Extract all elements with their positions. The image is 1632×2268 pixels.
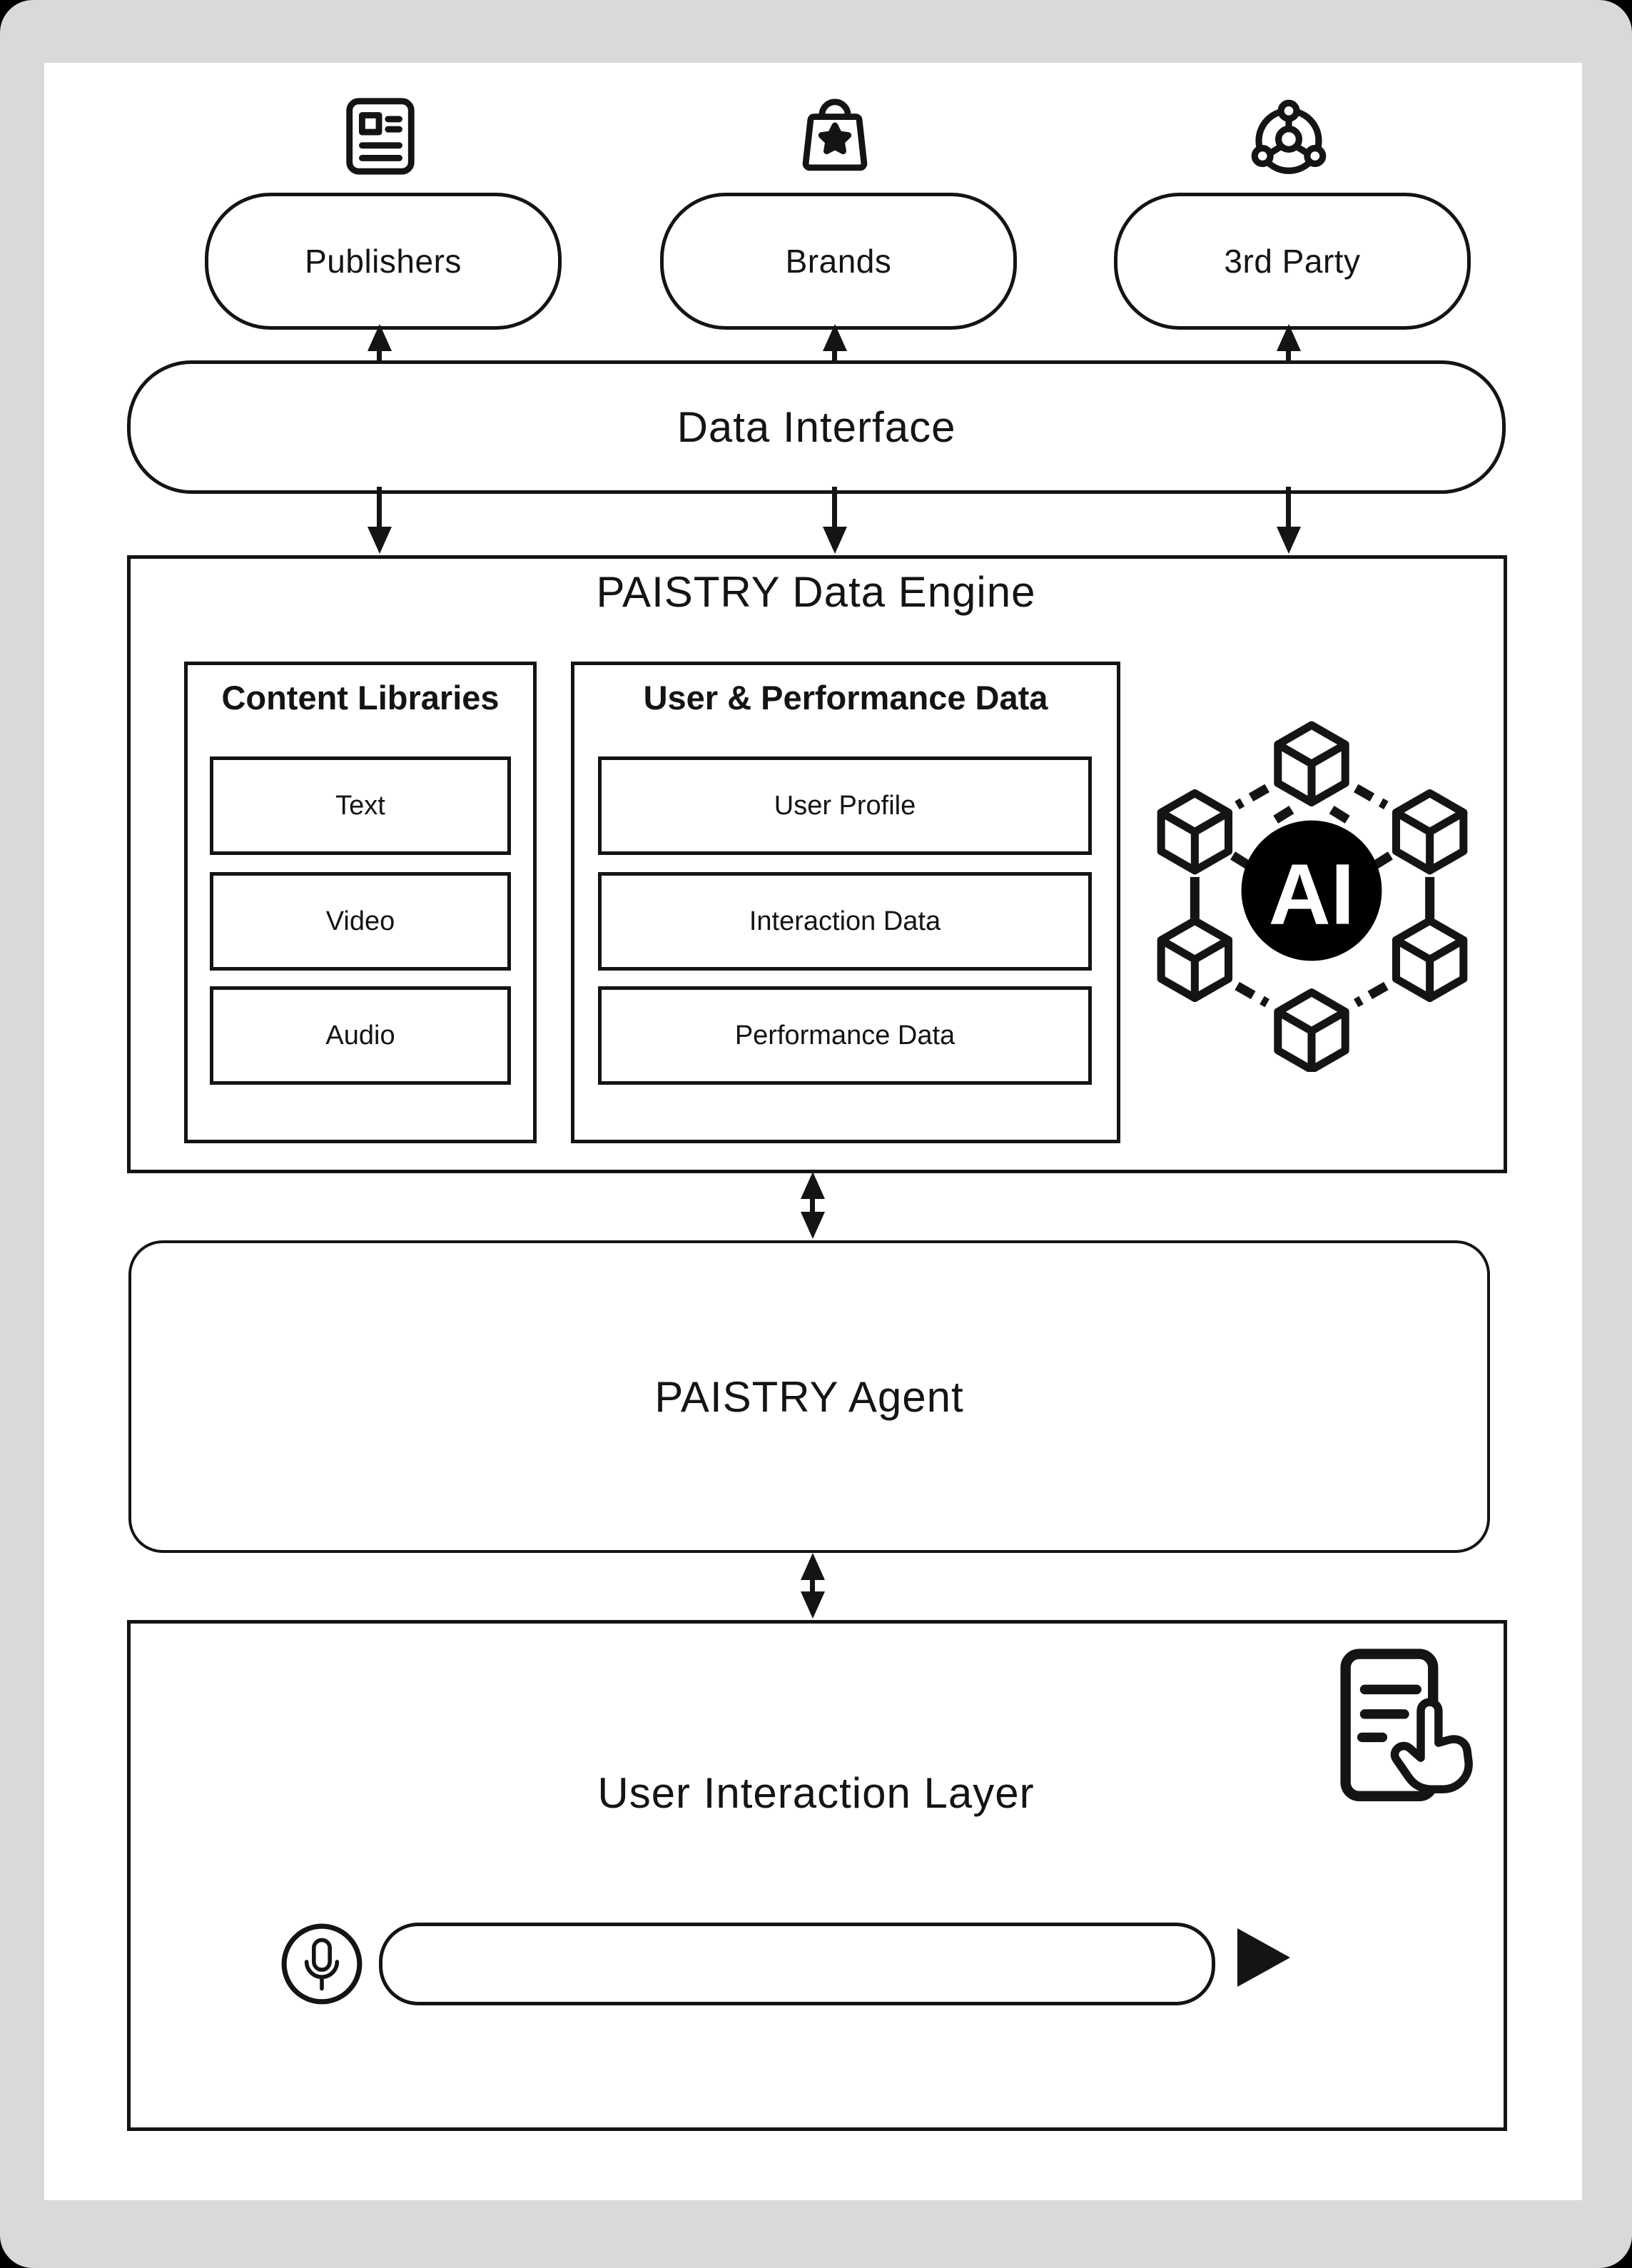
ai-badge-text: AI [1268,846,1355,943]
brands-node [660,193,1017,330]
arrow-down-engine-3 [1277,527,1301,554]
data-item-performance [598,986,1092,1085]
content-item-video [210,872,511,971]
data-item-performance-label: Performance Data [734,1020,956,1051]
network-nodes-icon [1240,90,1338,188]
message-input[interactable] [379,1923,1215,2005]
content-item-video-label: Video [325,906,395,936]
user-interaction-box [127,1620,1507,2131]
content-item-text [210,756,511,855]
publishers-label: Publishers [305,243,462,280]
third-party-node [1114,193,1471,330]
arrow-agent-ui-down [801,1591,825,1619]
data-item-user-profile [598,756,1092,855]
user-performance-panel [571,662,1120,1143]
brands-label: Brands [785,243,892,280]
publishers-node [205,193,562,330]
content-libraries-title: Content Libraries [221,679,500,717]
document-tap-icon [1336,1647,1473,1808]
data-engine-title: PAISTRY Data Engine [596,568,1036,616]
data-item-user-profile-label: User Profile [774,790,916,821]
user-performance-title: User & Performance Data [643,679,1048,717]
ai-cubes-icon [1146,714,1480,1072]
arrow-shaft [832,487,837,531]
arrow-down-engine-1 [368,527,392,554]
arrow-engine-agent-down [801,1212,825,1239]
arrow-down-engine-2 [823,527,847,554]
data-item-interaction [598,872,1092,971]
data-interface-label: Data Interface [676,403,956,451]
data-interface-node [127,360,1506,494]
newspaper-icon [338,90,422,183]
content-item-audio-label: Audio [325,1020,395,1051]
send-button[interactable] [1237,1928,1290,1987]
paistry-agent-node [128,1240,1490,1553]
user-interaction-title: User Interaction Layer [597,1769,1035,1817]
microphone-button[interactable] [278,1921,365,2008]
content-item-text-label: Text [335,790,385,821]
data-item-interaction-label: Interaction Data [749,906,941,936]
third-party-label: 3rd Party [1224,243,1361,280]
content-item-audio [210,986,511,1085]
paistry-agent-label: PAISTRY Agent [654,1372,964,1421]
arrow-shaft [1286,487,1291,531]
shopping-bag-star-icon [791,90,879,184]
arrow-shaft [377,487,382,531]
content-libraries-panel [184,662,537,1143]
